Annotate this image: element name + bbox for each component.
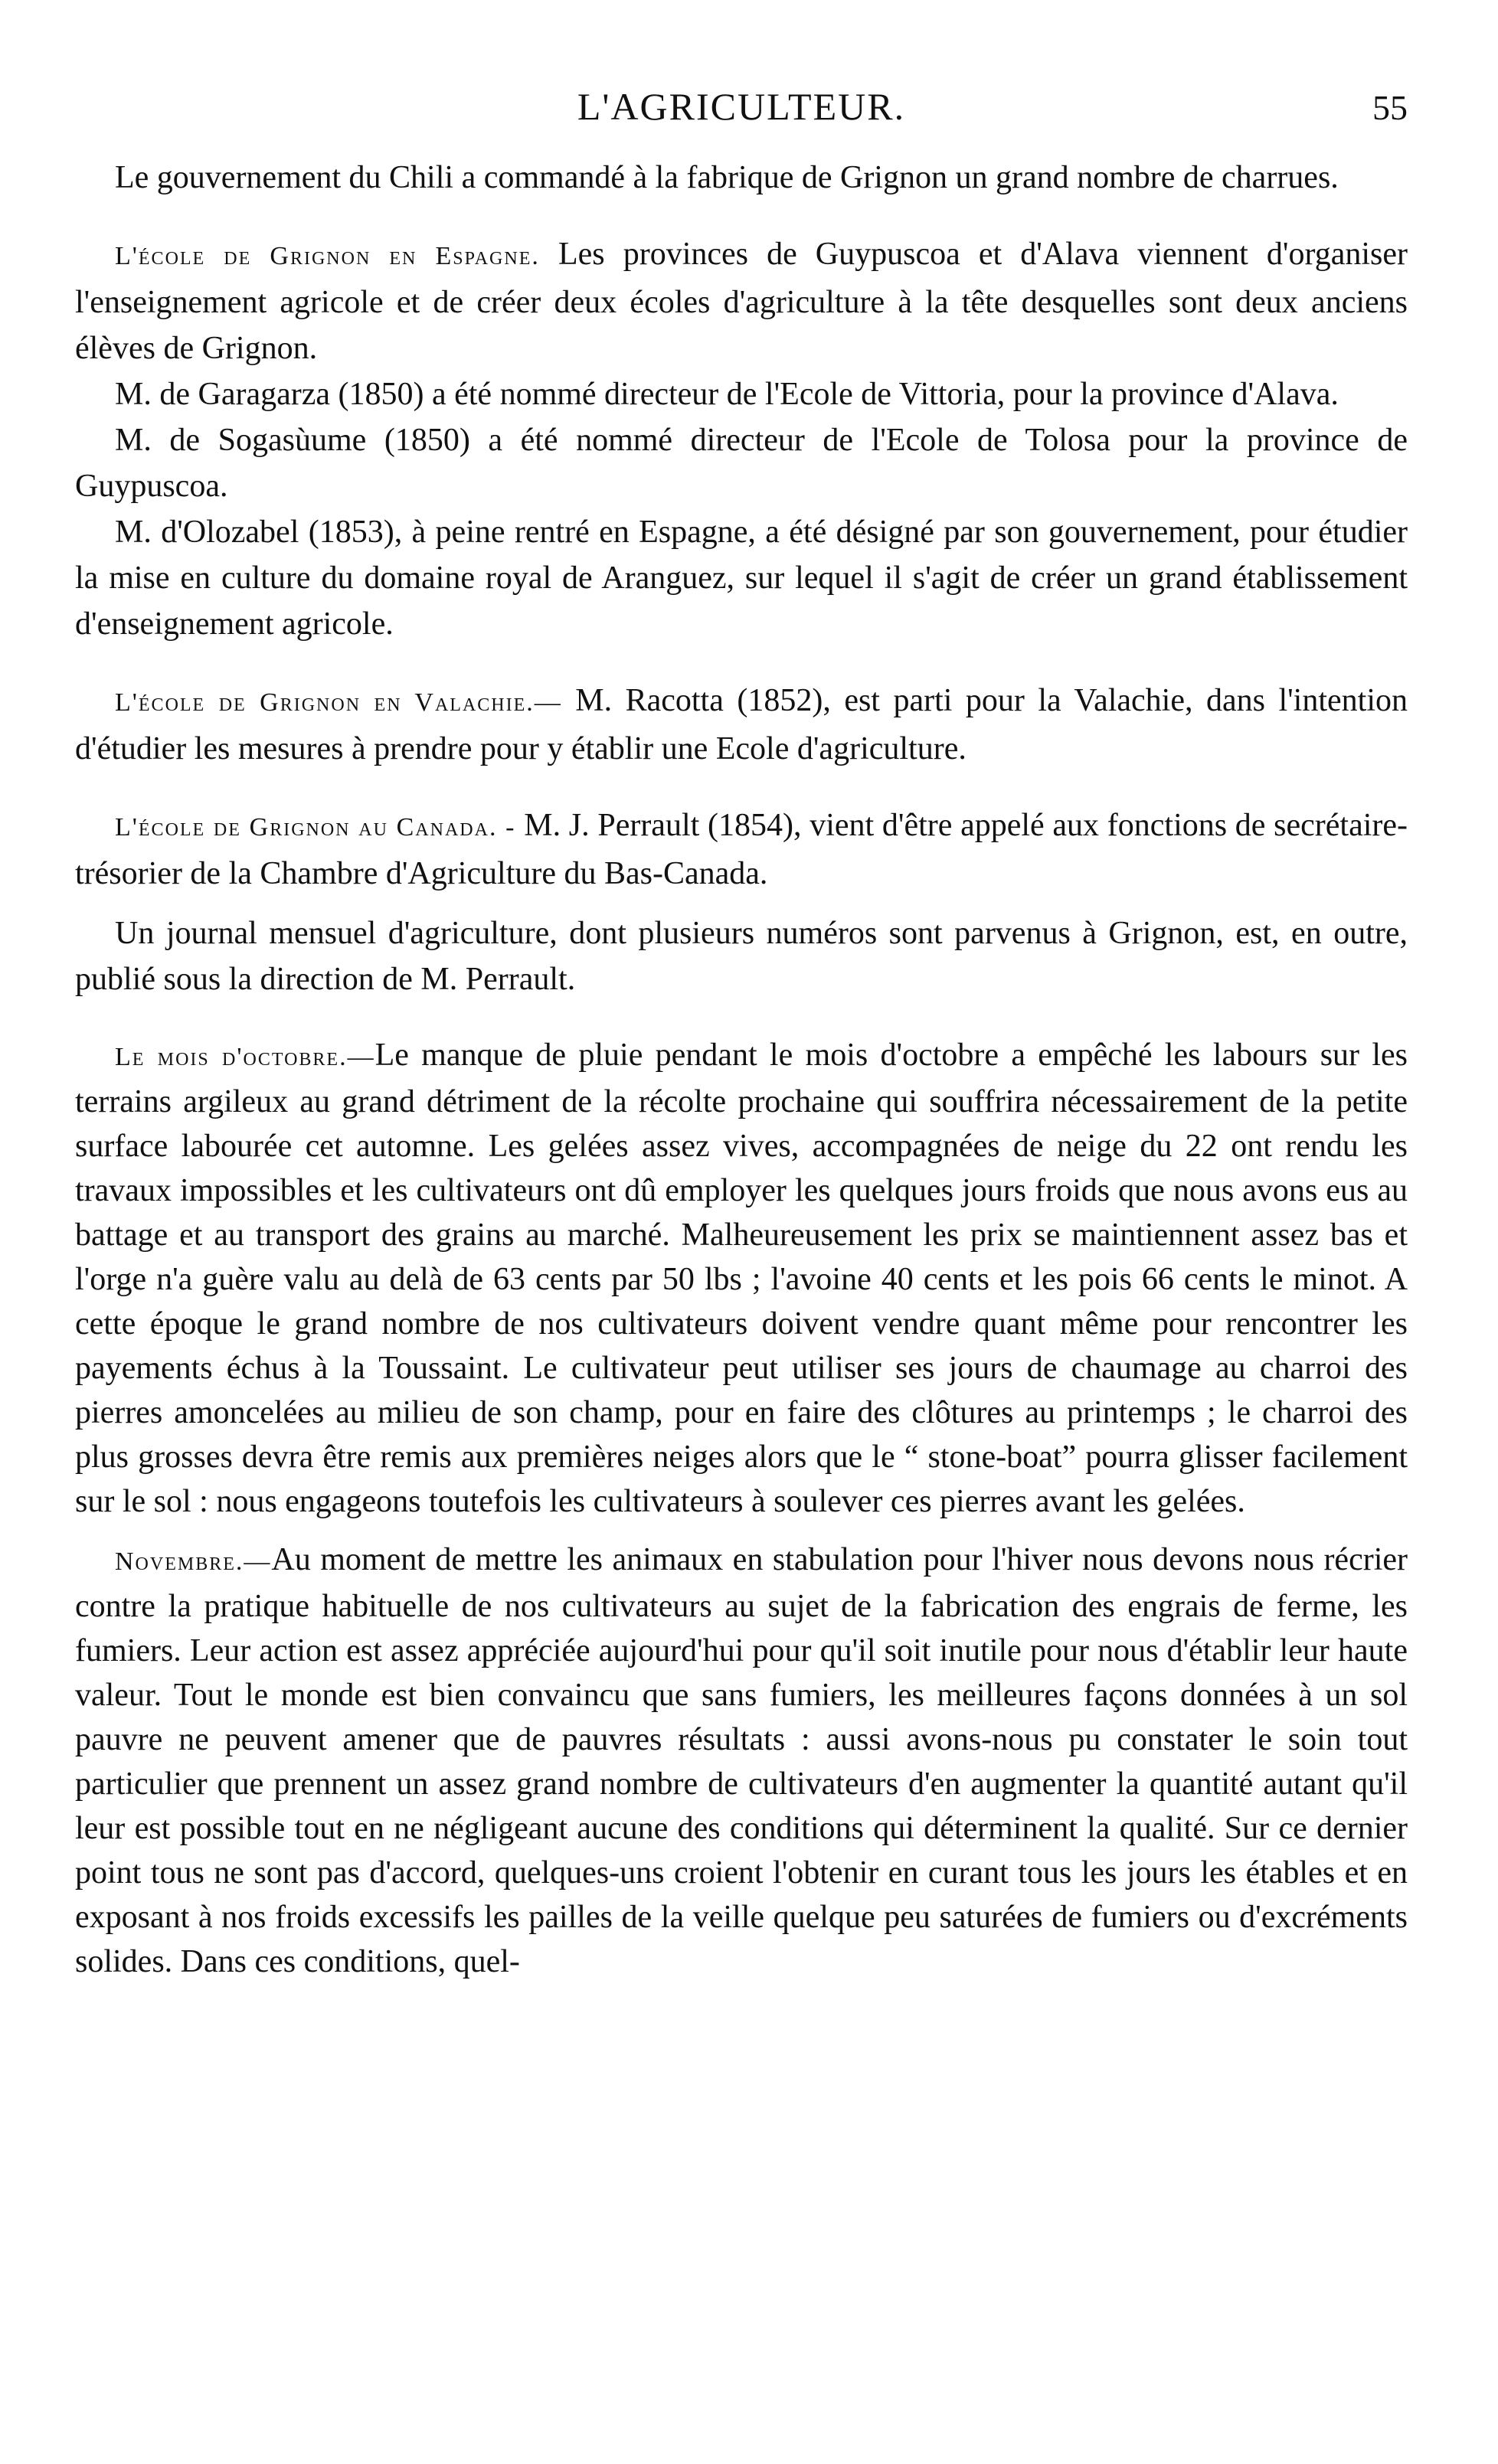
paragraph-octobre [75, 1033, 1408, 1524]
paragraph-sogasume [75, 417, 1408, 509]
paragraph-garagarza [75, 371, 1408, 417]
paragraph-text: M. de Sogasùume (1850) a été nommé directeur de l'Ecole de Tolosa pour la province de Guypuscoa. [75, 423, 1408, 504]
page-number: 55 [1372, 88, 1408, 127]
section-heading-canada: L'école de Grignon au Canada. - [115, 813, 516, 841]
paragraph-text: Le manque de pluie pendant le mois d'octobre a empêché les labours sur les terrains argileux au grand détriment de la récolte prochaine qui souffrira nécessairement de la petite surface labourée cet automne. Les gelées assez vives, accompagnées de neige du 22 ont rendu les travaux impossibles et les cultivateurs ont dû employer les quelques jours froids que nous avons eus au battage et au transport des grains au marché. Malheureusement les prix se maintiennent assez bas et l'orge n'a guère valu au delà de 63 cents par 50 lbs ; l'avoine 40 cents et les pois 66 cents le minot. A cette époque le grand nombre de nos cultivateurs doivent vendre quant même pour rencontrer les payements échus à la Toussaint. Le cultivateur peut utiliser ses jours de chaumage au charroi des pierres amoncelées au milieu de son champ, pour en faire des clôtures au printemps ; le charroi des plus grosses devra être remis aux premières neiges alors que le “ stone-boat” pourra glisser facilement sur le sol : nous engageons toutefois les cultivateurs à soulever ces pierres avant les gelées. [75, 1038, 1408, 1519]
paragraph-journal [75, 910, 1408, 1002]
paragraph-text: M. de Garagarza (1850) a été nommé directeur de l'Ecole de Vittoria, pour la province d'Alava. [115, 377, 1339, 412]
paragraph-text: Les provinces de Guypuscoa et d'Alava viennent d'organiser l'enseignement agricole et de créer deux écoles d'agriculture à la tête desquelles sont deux anciens élèves de Grignon. [75, 237, 1408, 366]
running-title: L'AGRICULTEUR. [577, 85, 906, 128]
paragraph-text: Le gouvernement du Chili a commandé à la fabrique de Grignon un grand nombre de charrues. [115, 160, 1339, 195]
paragraph-text: Un journal mensuel d'agriculture, dont plusieurs numéros sont parvenus à Grignon, est, en outre, publié sous la direction de M. Perrault. [75, 916, 1408, 997]
paragraph-text: M. d'Olozabel (1853), à peine rentré en Espagne, a été désigné par son gouvernement, pour étudier la mise en culture du domaine royal de Aranguez, sur lequel il s'agit de créer un grand établissement d'enseignement agricole. [75, 515, 1408, 642]
paragraph-novembre [75, 1538, 1408, 1984]
section-heading-novembre: Novembre.— [115, 1547, 272, 1576]
paragraph-chili [75, 155, 1408, 201]
paragraph-espagne [75, 231, 1408, 371]
section-heading-espagne: L'école de Grignon en Espagne. [115, 242, 540, 270]
paragraph-text: M. J. Perrault (1854), vient d'être appelé aux fonctions de secrétaire-trésorier de la Chambre d'Agriculture du Bas-Canada. [75, 808, 1408, 891]
paragraph-canada [75, 802, 1408, 897]
paragraph-valachie [75, 678, 1408, 772]
paragraph-text: M. Racotta (1852), est parti pour la Valachie, dans l'intention d'étudier les mesures à prendre pour y établir une Ecole d'agriculture. [75, 683, 1408, 766]
section-heading-valachie: L'école de Grignon en Valachie.— [115, 688, 562, 717]
section-heading-octobre: Le mois d'octobre.— [115, 1043, 375, 1071]
document-page [75, 70, 1408, 1984]
page-header [75, 70, 1408, 139]
paragraph-olozabel [75, 509, 1408, 647]
paragraph-text: Au moment de mettre les animaux en stabulation pour l'hiver nous devons nous récrier contre la pratique habituelle de nos cultivateurs au sujet de la fabrication des engrais de ferme, les fumiers. Leur action est assez appréciée aujourd'hui pour qu'il soit inutile pour nous d'établir leur haute valeur. Tout le monde est bien convaincu que sans fumiers, les meilleures façons données à un sol pauvre ne peuvent amener que de pauvres résultats : aussi avons-nous pu constater le soin tout particulier que prennent un assez grand nombre de cultivateurs d'en augmenter la quantité autant qu'il leur est possible tout en ne négligeant aucune des conditions qui déterminent la qualité. Sur ce dernier point tous ne sont pas d'accord, quelques-uns croient l'obtenir en curant tous les jours les étables et en exposant à nos froids excessifs les pailles de la veille quelque peu saturées de fumiers ou d'excréments solides. Dans ces conditions, quel- [75, 1542, 1408, 1979]
